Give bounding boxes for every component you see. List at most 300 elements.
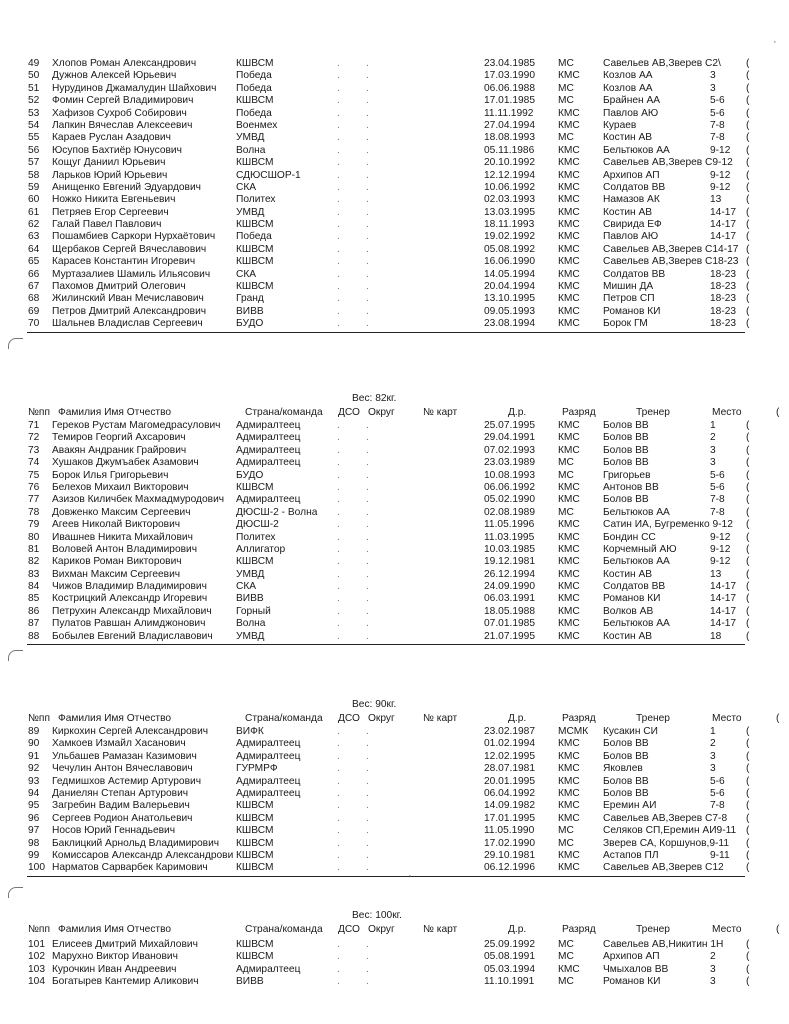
scan-speck: · <box>408 870 412 882</box>
dso-cell: . <box>337 939 340 950</box>
team-name: Победа <box>236 82 272 94</box>
team-name: КШВСМ <box>236 281 274 293</box>
table-row <box>0 145 789 157</box>
place-value: 3 <box>710 750 716 762</box>
athlete-name: Петряев Егор Сергеевич <box>52 206 169 218</box>
dso-cell: . <box>337 420 340 431</box>
cut-off-column: ( <box>746 305 750 317</box>
team-name: УМВД <box>236 132 265 144</box>
sport-rank: КМС <box>558 293 580 305</box>
header-rank: Разряд <box>562 924 596 935</box>
cut-off-column: ( <box>746 581 750 593</box>
dso-cell: . <box>337 206 340 218</box>
sport-rank: КМС <box>558 630 580 642</box>
header-cut: ( <box>776 407 780 418</box>
coach-name: Костин АВ <box>603 206 653 218</box>
row-number: 75 <box>28 469 40 481</box>
athlete-name: Марухно Виктор Иванович <box>52 951 178 963</box>
team-name: Адмиралтеец <box>236 494 301 506</box>
table-row <box>0 83 789 95</box>
team-name: Победа <box>236 107 272 119</box>
athlete-name: Петрухин Александр Михайлович <box>52 605 212 617</box>
header-name: Фамилия Имя Отчество <box>58 713 172 724</box>
team-name: СКА <box>236 268 257 280</box>
place-value: 3 <box>710 976 716 988</box>
participant-list <box>0 58 789 331</box>
table-row <box>0 132 789 144</box>
coach-name: Романов КИ <box>603 976 661 988</box>
place-value: 7-8 <box>710 494 725 506</box>
row-number: 90 <box>28 738 40 750</box>
dso-cell: . <box>337 738 340 750</box>
cut-off-column: ( <box>746 775 750 787</box>
table-row <box>0 306 789 318</box>
divider-line <box>27 332 745 333</box>
sport-rank: КМС <box>558 494 580 506</box>
birth-date: 12.12.1994 <box>484 169 535 181</box>
sport-rank: КМС <box>558 963 580 975</box>
team-name: Адмиралтеец <box>236 775 301 787</box>
athlete-name: Пошамбиев Саркори Нурхаётович <box>52 231 216 243</box>
sport-rank: МС <box>558 132 574 144</box>
district-cell: . <box>366 531 369 543</box>
place-value: 14-17 <box>710 206 737 218</box>
dso-cell: . <box>337 862 340 874</box>
place-value: 7-8 <box>710 800 725 812</box>
table-row <box>0 581 789 593</box>
place-value: 9-12 <box>710 531 731 543</box>
athlete-name: Богатырев Кантемир Аликович <box>52 976 199 988</box>
district-cell: . <box>366 144 369 156</box>
district-cell: . <box>366 568 369 580</box>
dso-cell: . <box>337 293 340 305</box>
dso-cell: . <box>337 281 340 293</box>
dso-cell: . <box>337 444 340 456</box>
row-number: 69 <box>28 305 40 317</box>
birth-date: 11.10.1991 <box>484 976 535 988</box>
row-number: 49 <box>28 58 40 69</box>
dso-cell: . <box>337 268 340 280</box>
place-value: 14-17 <box>710 593 737 605</box>
place-value: 18-23 <box>710 305 737 317</box>
place-value: 7-8 <box>710 119 725 131</box>
row-number: 80 <box>28 531 40 543</box>
district-cell: . <box>366 605 369 617</box>
place-value: 5-6 <box>710 775 725 787</box>
district-cell: . <box>366 132 369 144</box>
district-cell: . <box>366 206 369 218</box>
athlete-name: Карасев Константин Игоревич <box>52 256 196 268</box>
team-name: Адмиралтеец <box>236 787 301 799</box>
sport-rank: КМС <box>558 243 580 255</box>
birth-date: 26.12.1994 <box>484 568 535 580</box>
cut-off-column: ( <box>746 107 750 119</box>
cut-off-column: ( <box>746 181 750 193</box>
table-row <box>0 70 789 82</box>
row-number: 58 <box>28 169 40 181</box>
district-cell: . <box>366 726 369 737</box>
row-number: 92 <box>28 763 40 775</box>
district-cell: . <box>366 494 369 506</box>
sport-rank: КМС <box>558 618 580 630</box>
cut-off-column: ( <box>746 849 750 861</box>
birth-date: 05.08.1992 <box>484 243 535 255</box>
team-name: КШВСМ <box>236 256 274 268</box>
athlete-name: Бобылев Евгений Владиславович <box>52 630 213 642</box>
birth-date: 18.11.1993 <box>484 219 535 231</box>
birth-date: 23.02.1987 <box>484 726 535 737</box>
header-place: Место <box>712 407 742 418</box>
sport-rank: КМС <box>558 750 580 762</box>
cut-off-column: ( <box>746 82 750 94</box>
table-row <box>0 120 789 132</box>
place-value: 14-17 <box>710 231 737 243</box>
place-value: 18 <box>710 630 722 642</box>
sport-rank: КМС <box>558 481 580 493</box>
sport-rank: КМС <box>558 812 580 824</box>
participant-list <box>0 726 789 875</box>
cut-off-column: ( <box>746 763 750 775</box>
table-row <box>0 244 789 256</box>
athlete-name: Кощуг Даниил Юрьевич <box>52 157 166 169</box>
row-number: 73 <box>28 444 40 456</box>
header-card: № карт <box>423 407 458 418</box>
district-cell: . <box>366 862 369 874</box>
dso-cell: . <box>337 775 340 787</box>
cut-off-column: ( <box>746 256 750 268</box>
athlete-name: Довженко Максим Сергеевич <box>52 506 191 518</box>
dso-cell: . <box>337 256 340 268</box>
team-name: КШВСМ <box>236 157 274 169</box>
district-cell: . <box>366 281 369 293</box>
district-cell: . <box>366 800 369 812</box>
place-value: 5-6 <box>710 469 725 481</box>
coach-name: Архипов АП <box>603 951 660 963</box>
dso-cell: . <box>337 568 340 580</box>
sport-rank: МС <box>558 976 574 988</box>
row-number: 64 <box>28 243 40 255</box>
scan-mark <box>8 887 23 898</box>
birth-date: 14.05.1994 <box>484 268 535 280</box>
dso-cell: . <box>337 605 340 617</box>
coach-name: Романов КИ <box>603 593 661 605</box>
coach-name: Корчемный АЮ <box>603 543 677 555</box>
team-name: СКА <box>236 581 257 593</box>
table-header <box>0 406 789 419</box>
row-number: 70 <box>28 318 40 330</box>
coach-name: Савельев АВ,Зверев С7-8 <box>603 812 728 824</box>
coach-name: Волков АВ <box>603 605 654 617</box>
row-number: 88 <box>28 630 40 642</box>
header-team: Страна/команда <box>245 407 323 418</box>
district-cell: . <box>366 420 369 431</box>
row-number: 97 <box>28 825 40 837</box>
dso-cell: . <box>337 951 340 963</box>
athlete-name: Азизов Киличбек Махмадмуродович <box>52 494 225 506</box>
row-number: 89 <box>28 726 40 737</box>
sport-rank: КМС <box>558 219 580 231</box>
weight-category-title: Вес: 100кг. <box>352 910 402 921</box>
dso-cell: . <box>337 726 340 737</box>
cut-off-column: ( <box>746 939 750 950</box>
scan-mark <box>8 650 23 661</box>
table-row <box>0 726 789 738</box>
district-cell: . <box>366 432 369 444</box>
table-row <box>0 951 789 963</box>
sport-rank: КМС <box>558 568 580 580</box>
header-district: Округ <box>368 407 395 418</box>
athlete-name: Загребин Вадим Валерьевич <box>52 800 190 812</box>
place-value: 9-11 <box>710 849 730 861</box>
athlete-name: Воловей Антон Владимирович <box>52 543 198 555</box>
district-cell: . <box>366 481 369 493</box>
row-number: 74 <box>28 457 40 469</box>
cut-off-column: ( <box>746 951 750 963</box>
birth-date: 12.02.1995 <box>484 750 535 762</box>
coach-name: Петров СП <box>603 293 655 305</box>
place-value: 14-17 <box>710 605 737 617</box>
cut-off-column: ( <box>746 812 750 824</box>
team-name: КШВСМ <box>236 481 274 493</box>
birth-date: 13.03.1995 <box>484 206 535 218</box>
dso-cell: . <box>337 457 340 469</box>
birth-date: 23.04.1985 <box>484 58 535 69</box>
cut-off-column: ( <box>746 862 750 874</box>
cut-off-column: ( <box>746 293 750 305</box>
place-value: 18-23 <box>710 318 737 330</box>
district-cell: . <box>366 256 369 268</box>
district-cell: . <box>366 169 369 181</box>
sport-rank: МС <box>558 82 574 94</box>
sport-rank: КМС <box>558 519 580 531</box>
coach-name: Бельтюков АА <box>603 144 670 156</box>
place-value: 13 <box>710 194 722 206</box>
sport-rank: КМС <box>558 318 580 330</box>
birth-date: 23.08.1994 <box>484 318 535 330</box>
birth-date: 11.05.1990 <box>484 825 535 837</box>
header-coach: Тренер <box>636 407 670 418</box>
team-name: УМВД <box>236 568 265 580</box>
district-cell: . <box>366 95 369 107</box>
team-name: Адмиралтеец <box>236 963 301 975</box>
birth-date: 11.11.1992 <box>484 107 534 119</box>
birth-date: 21.07.1995 <box>484 630 535 642</box>
dso-cell: . <box>337 837 340 849</box>
district-cell: . <box>366 556 369 568</box>
header-place: Место <box>712 924 742 935</box>
team-name: КШВСМ <box>236 556 274 568</box>
participant-list <box>0 939 789 989</box>
birth-date: 06.06.1988 <box>484 82 535 94</box>
table-row <box>0 964 789 976</box>
table-row <box>0 618 789 630</box>
birth-date: 05.02.1990 <box>484 494 535 506</box>
athlete-name: Комиссаров Александр Александрови <box>52 849 234 861</box>
sport-rank: КМС <box>558 605 580 617</box>
place-value: 9-12 <box>710 144 731 156</box>
table-row <box>0 507 789 519</box>
team-name: КШВСМ <box>236 849 274 861</box>
dso-cell: . <box>337 119 340 131</box>
district-cell: . <box>366 58 369 69</box>
sport-rank: КМС <box>558 281 580 293</box>
table-row <box>0 318 789 330</box>
cut-off-column: ( <box>746 605 750 617</box>
header-rank: Разряд <box>562 407 596 418</box>
district-cell: . <box>366 305 369 317</box>
sport-rank: КМС <box>558 849 580 861</box>
athlete-name: Щербаков Сергей Вячеславович <box>52 243 207 255</box>
row-number: 53 <box>28 107 40 119</box>
cut-off-column: ( <box>746 95 750 107</box>
sport-rank: КМС <box>558 169 580 181</box>
row-number: 81 <box>28 543 40 555</box>
coach-name: Болов ВВ <box>603 444 649 456</box>
cut-off-column: ( <box>746 726 750 737</box>
place-value: 5-6 <box>710 95 725 107</box>
sport-rank: МС <box>558 951 574 963</box>
athlete-name: Даниелян Степан Артурович <box>52 787 189 799</box>
team-name: КШВСМ <box>236 825 274 837</box>
place-value: 2 <box>710 951 716 963</box>
place-value: 9-12 <box>710 556 731 568</box>
coach-name: Зверев СА, Коршунов,9-11 <box>603 837 729 849</box>
coach-name: Солдатов ВВ <box>603 181 666 193</box>
birth-date: 20.01.1995 <box>484 775 535 787</box>
athlete-name: Караев Руслан Азадович <box>52 132 171 144</box>
row-number: 86 <box>28 605 40 617</box>
athlete-name: Белехов Михаил Викторович <box>52 481 189 493</box>
district-cell: . <box>366 231 369 243</box>
sport-rank: МС <box>558 469 574 481</box>
team-name: Адмиралтеец <box>236 738 301 750</box>
dso-cell: . <box>337 812 340 824</box>
district-cell: . <box>366 457 369 469</box>
birth-date: 10.08.1993 <box>484 469 535 481</box>
district-cell: . <box>366 506 369 518</box>
athlete-name: Гереков Рустам Магомедрасулович <box>52 420 221 431</box>
coach-name: Савельев АВ,Зверев С9-12 <box>603 157 733 169</box>
header-coach: Тренер <box>636 924 670 935</box>
team-name: Волна <box>236 144 266 156</box>
dso-cell: . <box>337 169 340 181</box>
athlete-name: Елисеев Дмитрий Михайлович <box>52 939 198 950</box>
coach-name: Брайнен АА <box>603 95 661 107</box>
district-cell: . <box>366 812 369 824</box>
place-value: 2 <box>710 738 716 750</box>
team-name: ВИФК <box>236 726 264 737</box>
sport-rank: КМС <box>558 231 580 243</box>
coach-name: Болов ВВ <box>603 787 649 799</box>
place-value: 9-12 <box>710 181 731 193</box>
birth-date: 06.03.1991 <box>484 593 535 605</box>
coach-name: Селяков СП,Еремин АИ9-11 <box>603 825 737 837</box>
row-number: 62 <box>28 219 40 231</box>
dso-cell: . <box>337 593 340 605</box>
birth-date: 29.04.1991 <box>484 432 535 444</box>
header-name: Фамилия Имя Отчество <box>58 407 172 418</box>
district-cell: . <box>366 219 369 231</box>
athlete-name: Хамкоев Измайл Хасанович <box>52 738 186 750</box>
table-header <box>0 712 789 725</box>
header-card: № карт <box>423 924 458 935</box>
sport-rank: КМС <box>558 775 580 787</box>
weight-category-title: Вес: 82кг. <box>352 393 397 404</box>
cut-off-column: ( <box>746 963 750 975</box>
coach-name: Кураев <box>603 119 637 131</box>
cut-off-column: ( <box>746 144 750 156</box>
athlete-name: Нурудинов Джамалудин Шайхович <box>52 82 217 94</box>
team-name: ДЮСШ-2 - Волна <box>236 506 318 518</box>
athlete-name: Баклицкий Арнольд Владимирович <box>52 837 220 849</box>
cut-off-column: ( <box>746 119 750 131</box>
dso-cell: . <box>337 181 340 193</box>
coach-name: Астапов ПЛ <box>603 849 659 861</box>
birth-date: 14.09.1982 <box>484 800 535 812</box>
dso-cell: . <box>337 132 340 144</box>
district-cell: . <box>366 70 369 82</box>
cut-off-column: ( <box>746 543 750 555</box>
team-name: Политех <box>236 531 276 543</box>
dso-cell: . <box>337 305 340 317</box>
coach-name: Григорьев <box>603 469 651 481</box>
cut-off-column: ( <box>746 469 750 481</box>
row-number: 77 <box>28 494 40 506</box>
athlete-name: Нарматов Сарварбек Каримович <box>52 862 208 874</box>
table-row <box>0 519 789 531</box>
cut-off-column: ( <box>746 531 750 543</box>
cut-off-column: ( <box>746 825 750 837</box>
header-dso: ДСО <box>338 713 360 724</box>
header-dob: Д.р. <box>508 713 527 724</box>
athlete-name: Кострицкий Александр Игоревич <box>52 593 208 605</box>
district-cell: . <box>366 939 369 950</box>
cut-off-column: ( <box>746 457 750 469</box>
row-number: 71 <box>28 420 40 431</box>
athlete-name: Лапкин Вячеслав Алексеевич <box>52 119 193 131</box>
table-row <box>0 593 789 605</box>
district-cell: . <box>366 268 369 280</box>
birth-date: 20.04.1994 <box>484 281 535 293</box>
birth-date: 07.02.1993 <box>484 444 535 456</box>
table-row <box>0 788 789 800</box>
sport-rank: КМС <box>558 119 580 131</box>
cut-off-column: ( <box>746 556 750 568</box>
dso-cell: . <box>337 432 340 444</box>
dso-cell: . <box>337 494 340 506</box>
sport-rank: МС <box>558 95 574 107</box>
district-cell: . <box>366 107 369 119</box>
sport-rank: МС <box>558 58 574 69</box>
table-row <box>0 482 789 494</box>
athlete-name: Петров Дмитрий Александрович <box>52 305 207 317</box>
birth-date: 05.08.1991 <box>484 951 535 963</box>
coach-name: Бондин СС <box>603 531 656 543</box>
district-cell: . <box>366 750 369 762</box>
header-place: Место <box>712 713 742 724</box>
team-name: Гранд <box>236 293 264 305</box>
team-name: КШВСМ <box>236 95 274 107</box>
cut-off-column: ( <box>746 837 750 849</box>
coach-name: Павлов АЮ <box>603 231 659 243</box>
team-name: Адмиралтеец <box>236 420 301 431</box>
district-cell: . <box>366 775 369 787</box>
row-number: 82 <box>28 556 40 568</box>
dso-cell: . <box>337 543 340 555</box>
divider-line <box>27 644 745 645</box>
team-name: Волна <box>236 618 266 630</box>
district-cell: . <box>366 963 369 975</box>
